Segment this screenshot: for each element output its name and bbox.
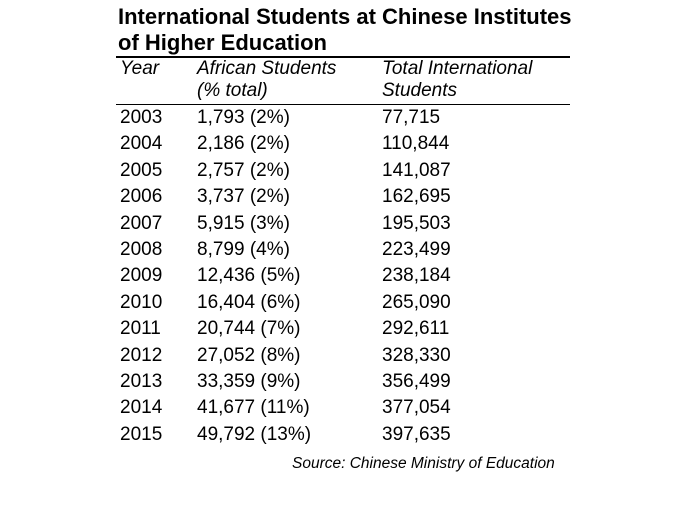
table-title: International Students at Chinese Institutes of Higher Education [118, 4, 572, 55]
cell-african-students: 33,359 (9%) [197, 370, 301, 392]
cell-african-students: 5,915 (3%) [197, 212, 290, 234]
table-row [0, 343, 680, 369]
cell-african-students: 49,792 (13%) [197, 423, 312, 445]
table-row [0, 422, 680, 448]
cell-african-students: 27,052 (8%) [197, 344, 301, 366]
cell-total-international: 265,090 [382, 291, 451, 313]
cell-year: 2011 [120, 318, 161, 340]
table-row [0, 105, 680, 131]
header-year [120, 58, 159, 80]
cell-total-international: 110,844 [382, 133, 450, 155]
header-african-students [197, 58, 367, 102]
cell-year: 2012 [120, 344, 163, 366]
table-row [0, 131, 680, 157]
cell-year: 2005 [120, 159, 163, 181]
cell-year: 2015 [120, 423, 163, 445]
table-row [0, 316, 680, 342]
cell-total-international: 223,499 [382, 238, 451, 260]
cell-total-international: 292,611 [382, 318, 450, 340]
table-row [0, 158, 680, 184]
cell-african-students: 20,744 (7%) [197, 318, 301, 340]
table-row [0, 290, 680, 316]
cell-year: 2007 [120, 212, 163, 234]
cell-year: 2003 [120, 107, 163, 128]
cell-year: 2006 [120, 186, 163, 208]
cell-total-international: 356,499 [382, 370, 451, 392]
cell-total-international: 238,184 [382, 265, 451, 287]
table-row [0, 395, 680, 421]
cell-total-international: 377,054 [382, 397, 451, 419]
header-total-line2: Students [382, 80, 457, 101]
table-row [0, 184, 680, 210]
table-body [0, 105, 680, 448]
cell-year: 2008 [120, 238, 163, 260]
header-total-international [382, 58, 572, 102]
cell-african-students: 8,799 (4%) [197, 238, 290, 260]
cell-african-students: 3,737 (2%) [197, 186, 290, 208]
table-row [0, 263, 680, 289]
cell-african-students: 12,436 (5%) [197, 265, 301, 287]
cell-year: 2009 [120, 265, 163, 287]
table-row [0, 369, 680, 395]
cell-year: 2013 [120, 370, 163, 392]
header-year-line1: Year [120, 58, 160, 79]
cell-year: 2014 [120, 397, 163, 419]
cell-african-students: 1,793 (2%) [197, 107, 290, 128]
source-note: Source: Chinese Ministry of Education [292, 455, 555, 472]
cell-total-international: 397,635 [382, 423, 451, 445]
cell-african-students: 2,757 (2%) [197, 159, 290, 181]
cell-total-international: 328,330 [382, 344, 451, 366]
cell-african-students: 41,677 (11%) [197, 397, 310, 419]
cell-african-students: 16,404 (6%) [197, 291, 301, 313]
table-row [0, 237, 680, 263]
cell-year: 2004 [120, 133, 163, 155]
cell-total-international: 195,503 [382, 212, 451, 234]
cell-african-students: 2,186 (2%) [197, 133, 290, 155]
cell-year: 2010 [120, 291, 163, 313]
header-total-line1: Total International [382, 58, 533, 79]
cell-total-international: 77,715 [382, 107, 441, 128]
header-african-line1: African Students [197, 58, 337, 79]
cell-total-international: 162,695 [382, 186, 451, 208]
header-african-line2: (% total) [197, 80, 268, 101]
table-row [0, 211, 680, 237]
cell-total-international: 141,087 [382, 159, 451, 181]
